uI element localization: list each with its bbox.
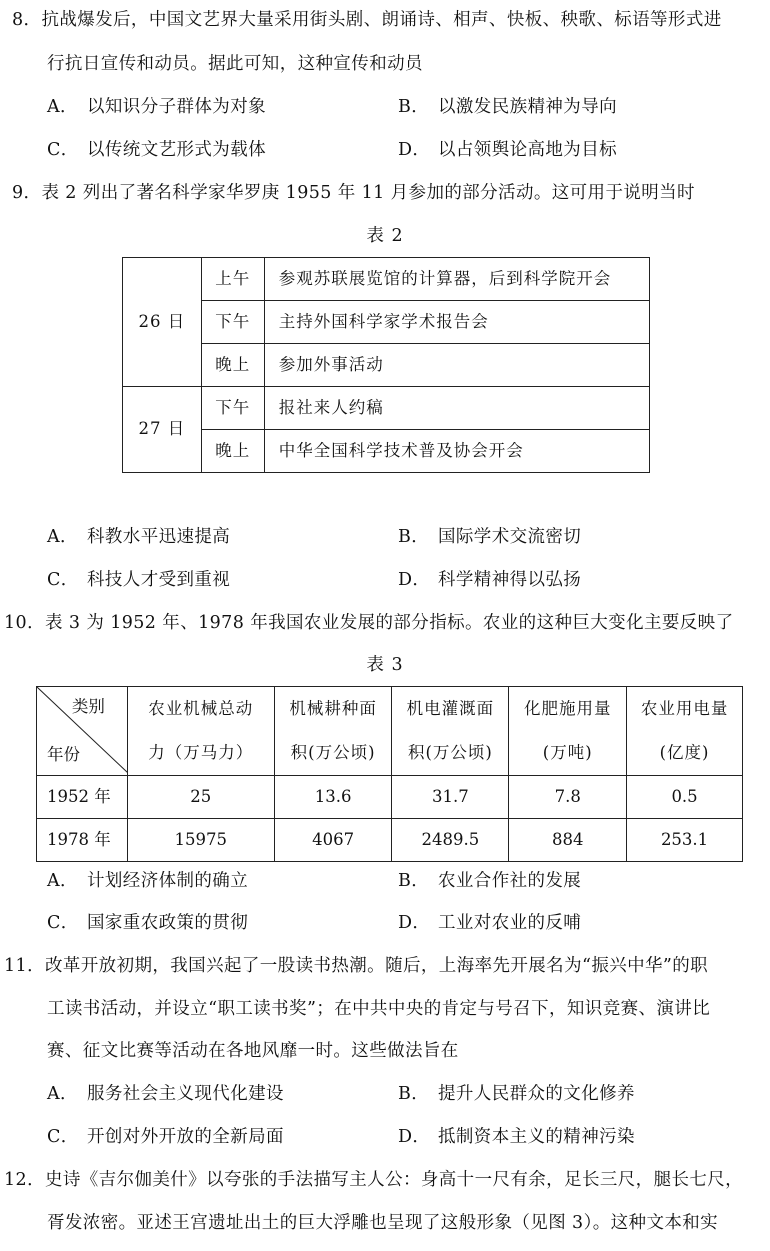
table-cell-value: 13.6 [274, 776, 392, 819]
table-row [123, 430, 650, 473]
question-number: 9． [12, 183, 42, 203]
question-8-line-2: 行抗日宣传和动员。据此可知，这种宣传和动员 [47, 54, 423, 74]
question-number: 12． [4, 1170, 45, 1190]
question-stem: 抗战爆发后，中国文艺界大量采用街头剧、朗诵诗、相声、快板、秧歌、标语等形式进 [41, 10, 722, 30]
table-cell-value: 25 [127, 776, 274, 819]
corner-label-category: 类别 [71, 697, 105, 716]
table-cell-day: 27 日 [123, 387, 202, 473]
option-c: C． 科技人才受到重视 [47, 570, 231, 590]
question-number: 10． [4, 613, 45, 633]
question-number: 11． [4, 956, 45, 976]
column-header: 机电灌溉面 积(万公顷) [392, 687, 509, 776]
table-cell-value: 2489.5 [392, 819, 509, 862]
table-cell-value: 7.8 [509, 776, 627, 819]
column-header: 机械耕种面 积(万公顷) [274, 687, 392, 776]
question-9-line-1 [12, 185, 695, 203]
column-header: 农业用电量 (亿度) [627, 687, 743, 776]
question-12-line-2: 胥发浓密。亚述王宫遗址出土的巨大浮雕也呈现了这般形象（见图 3）。这种文本和实 [47, 1213, 719, 1233]
table-row [123, 387, 650, 430]
table-cell-day: 26 日 [123, 258, 202, 387]
option-d: D． 科学精神得以弘扬 [398, 570, 582, 590]
question-12-line-1 [4, 1172, 743, 1190]
option-a: A． 计划经济体制的确立 [47, 871, 249, 891]
option-b: B． 国际学术交流密切 [398, 527, 582, 547]
table-cell-activity: 中华全国科学技术普及协会开会 [264, 430, 649, 473]
table-header-row [37, 687, 743, 776]
table-row [123, 301, 650, 344]
table-cell-value: 253.1 [627, 819, 743, 862]
table-cell-time: 下午 [201, 301, 264, 344]
table-cell-value: 884 [509, 819, 627, 862]
corner-label-year: 年份 [47, 744, 80, 764]
table-3 [36, 686, 743, 862]
table-cell-time: 上午 [201, 258, 264, 301]
option-b: B． 以激发民族精神为导向 [398, 97, 617, 117]
option-a: A． 科教水平迅速提高 [47, 527, 231, 547]
question-stem: 表 2 列出了著名科学家华罗庚 1955 年 11 月参加的部分活动。这可用于说明当时 [41, 183, 695, 203]
option-d: D． 抵制资本主义的精神污染 [398, 1127, 635, 1147]
question-10-line-1 [4, 615, 734, 633]
table-cell-activity: 主持外国科学家学术报告会 [264, 301, 649, 344]
table-cell-activity: 报社来人约稿 [264, 387, 649, 430]
question-11-line-3: 赛、征文比赛等活动在各地风靡一时。这些做法旨在 [47, 1041, 459, 1061]
table-cell-value: 0.5 [627, 776, 743, 819]
table-cell-time: 晚上 [201, 430, 264, 473]
option-c: C． 开创对外开放的全新局面 [47, 1127, 284, 1147]
table-3-caption: 表 3 [366, 655, 404, 675]
table-cell-value: 15975 [127, 819, 274, 862]
option-b: B． 农业合作社的发展 [398, 871, 582, 891]
table-cell-year: 1952 年 [37, 776, 128, 819]
table-cell-value: 31.7 [392, 776, 509, 819]
table-2-caption: 表 2 [366, 226, 404, 246]
table-cell-year: 1978 年 [37, 819, 128, 862]
table-cell-time: 下午 [201, 387, 264, 430]
question-stem: 改革开放初期，我国兴起了一股读书热潮。随后，上海率先开展名为“振兴中华”的职 [44, 956, 709, 976]
option-c: C． 以传统文艺形式为载体 [47, 140, 266, 160]
option-d: D． 以占领舆论高地为目标 [398, 140, 617, 160]
table-2 [122, 257, 650, 473]
table-corner-cell [37, 687, 128, 776]
question-stem: 表 3 为 1952 年、1978 年我国农业发展的部分指标。农业的这种巨大变化主要反映了 [44, 613, 734, 633]
table-cell-activity: 参加外事活动 [264, 344, 649, 387]
table-row [123, 344, 650, 387]
question-11-line-1 [4, 958, 708, 976]
question-number: 8． [12, 10, 42, 30]
table-cell-value: 4067 [274, 819, 392, 862]
option-d: D． 工业对农业的反哺 [398, 913, 582, 933]
table-row [37, 819, 743, 862]
option-a: A． 以知识分子群体为对象 [47, 97, 266, 117]
column-header: 农业机械总动 力（万马力） [127, 687, 274, 776]
table-row [37, 776, 743, 819]
table-row [123, 258, 650, 301]
question-stem: 史诗《吉尔伽美什》以夸张的手法描写主人公：身高十一尺有余，足长三尺，腿长七尺， [44, 1170, 744, 1190]
option-b: B． 提升人民群众的文化修养 [398, 1084, 635, 1104]
table-cell-activity: 参观苏联展览馆的计算器，后到科学院开会 [264, 258, 649, 301]
question-8-line-1 [12, 12, 722, 30]
option-a: A． 服务社会主义现代化建设 [47, 1084, 284, 1104]
question-11-line-2: 工读书活动，并设立“职工读书奖”；在中共中央的肯定与号召下，知识竞赛、演讲比 [47, 999, 711, 1019]
column-header: 化肥施用量 (万吨) [509, 687, 627, 776]
option-c: C． 国家重农政策的贯彻 [47, 913, 249, 933]
table-cell-time: 晚上 [201, 344, 264, 387]
